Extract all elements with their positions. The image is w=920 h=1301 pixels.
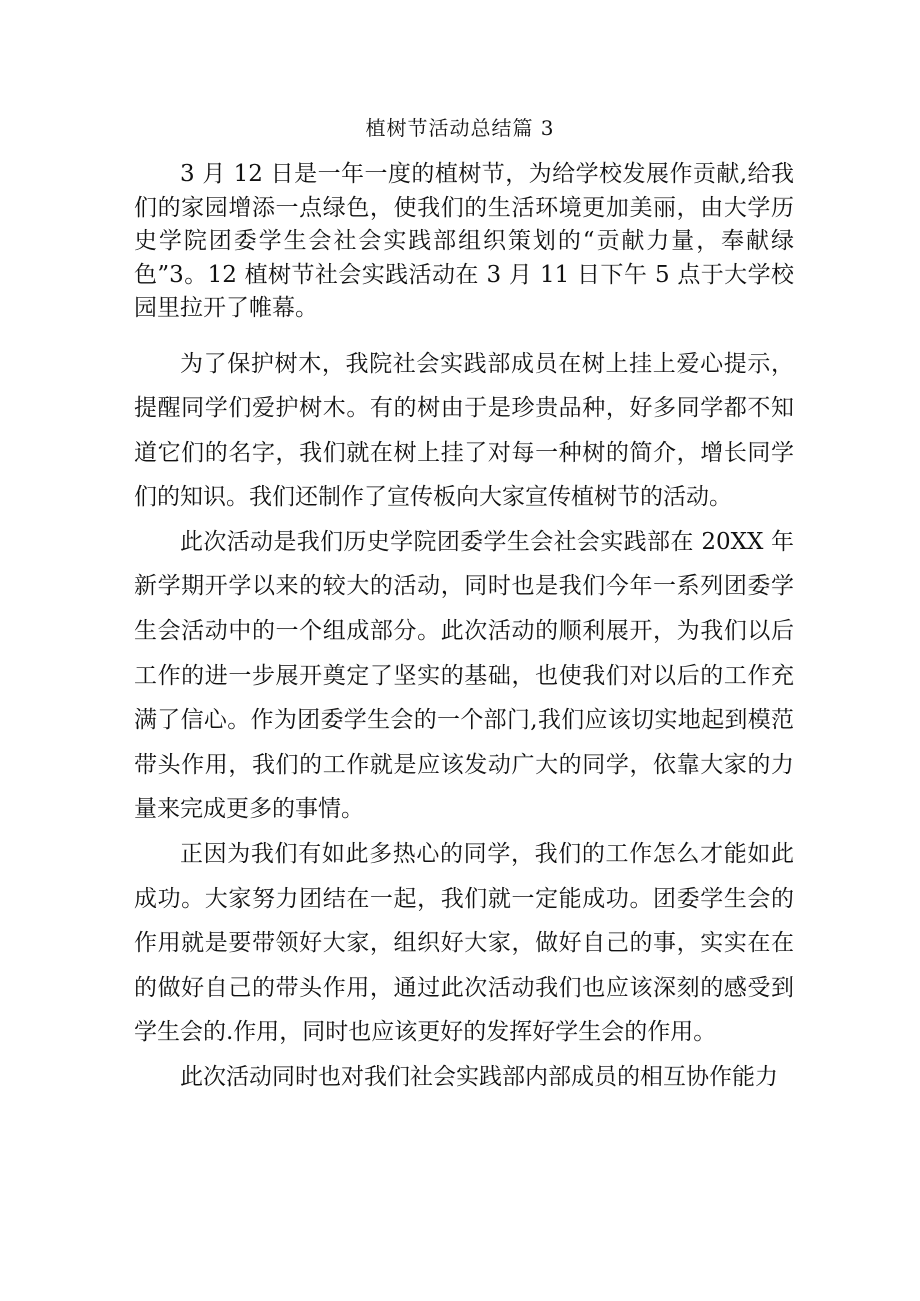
- paragraph-1: 3 月 12 日是一年一度的植树节，为给学校发展作贡献,给我们的家园增添一点绿色，使我们的生活环境更加美丽，由大学历史学院团委学生会社会实践部组织策划的“贡献力量，奉献绿色”3。12 植树节社会实践活动在 3 月 11 日下午 5 点于大学校园里拉开了帷幕。: [134, 161, 794, 321]
- document-body: [134, 158, 794, 1100]
- paragraph-5: 此次活动同时也对我们社会实践部内部成员的相互协作能力: [180, 1064, 778, 1090]
- paragraph-2: 为了保护树木，我院社会实践部成员在树上挂上爱心提示，提醒同学们爱护树木。有的树由于是珍贵品种，好多同学都不知道它们的名字，我们就在树上挂了对每一种树的简介，增长同学们的知识。我们还制作了宣传板向大家宣传植树节的活动。: [134, 350, 794, 511]
- document-title: 植树节活动总结篇 3: [365, 116, 555, 140]
- paragraph-4: 正因为我们有如此多热心的同学，我们的工作怎么才能如此成功。大家努力团结在一起，我们就一定能成功。团委学生会的作用就是要带领好大家，组织好大家，做好自己的事，实实在在的做好自己的带头作用，通过此次活动我们也应该深刻的感受到学生会的.作用，同时也应该更好的发挥好学生会的作用。: [134, 841, 794, 1046]
- paragraph-3: 此次活动是我们历史学院团委学生会社会实践部在 20XX 年新学期开学以来的较大的活动，同时也是我们今年一系列团委学生会活动中的一个组成部分。此次活动的顺利展开，为我们以后工作的进一步展开奠定了坚实的基础，也使我们对以后的工作充满了信心。作为团委学生会的一个部门,我们应该切实地起到模范带头作用，我们的工作就是应该发动广大的同学，依靠大家的力量来完成更多的事情。: [134, 528, 794, 823]
